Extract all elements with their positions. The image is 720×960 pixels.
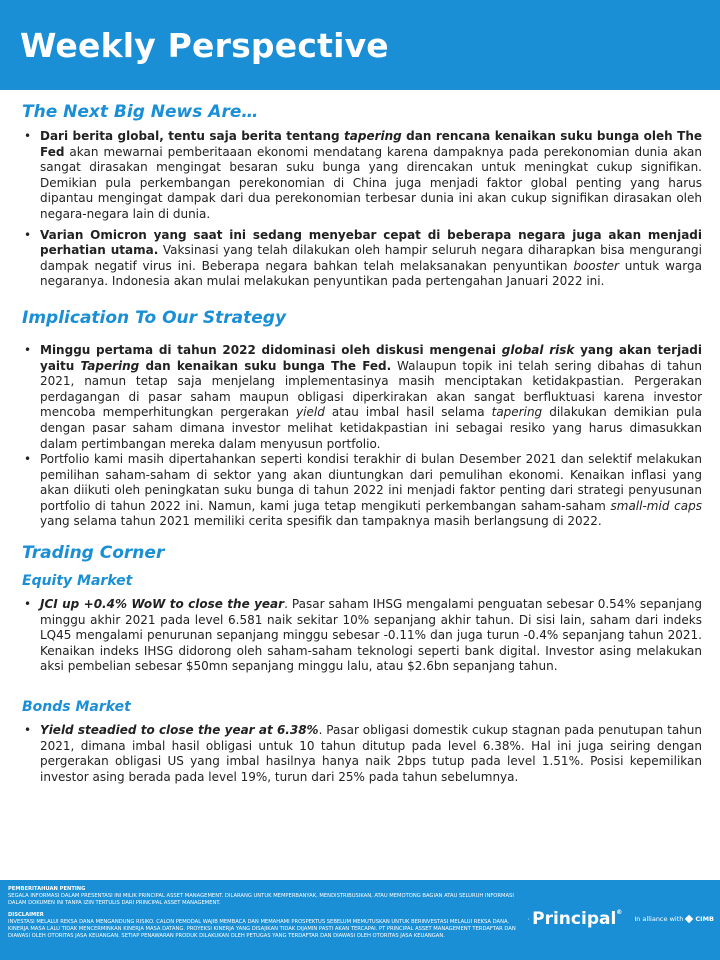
principal-logo bbox=[528, 902, 714, 936]
subheading-bonds: Bonds Market bbox=[22, 699, 131, 716]
section-heading-strategy: Implication To Our Strategy bbox=[22, 307, 287, 328]
list-item: • Portfolio kami masih dipertahankan seperti kondisi terakhir di bulan Desember 2021 dan selektif melakukan pemilihan saham-saham di sektor yang akan diuntungkan dari pemulihan ekonomi. Kenaikan inflasi yang akan diikuti oleh peningkatan suku bunga di tahun 2022 ini menjadi faktor penting dari strategi penyusunan portfolio di tahun 2022 ini. Namun, kami juga tetap mengikuti perkembangan saham-saham small-mid caps yang selama tahun 2021 memiliki cerita spesifik dan tampaknya masih berlangsung di 2022. bbox=[22, 452, 702, 530]
logo-name: Principal® bbox=[532, 909, 623, 929]
header-bar bbox=[0, 0, 720, 90]
strategy-list bbox=[22, 343, 702, 530]
list-item: • Varian Omicron yang saat ini sedang menyebar cepat di beberapa negara juga akan menjadi perhatian utama. Vaksinasi yang telah dilakukan oleh hampir seluruh negara diharapkan bisa mengurangi dampak negatif virus ini. Beberapa negara bahkan telah melaksanakan penyuntikan booster untuk warga negaranya. Indonesia akan mulai melakukan penyuntikan pada pertengahan Januari 2022 ini. bbox=[22, 228, 702, 290]
principal-logo-icon bbox=[528, 904, 529, 934]
cimb-icon bbox=[685, 915, 693, 923]
main-content bbox=[22, 102, 702, 785]
disclaimer-heading: DISCLAIMER bbox=[8, 912, 44, 918]
news-list bbox=[22, 129, 702, 290]
subheading-equity: Equity Market bbox=[22, 573, 133, 590]
list-item: • JCI up +0.4% WoW to close the year. Pasar saham IHSG mengalami penguatan sebesar 0.54% sepanjang minggu akhir 2021 pada level 6.581 naik sekitar 10% sepanjang akhir tahun. Di sisi lain, saham dari indeks LQ45 mengalami penurunan sepanjang minggu sebesar -0.11% dan juga turun -0.4% sepanjang tahun 2021. Kenaikan indeks IHSG didorong oleh saham-saham teknologi seperti bank digital. Investor asing melakukan aksi pembelian sebesar $50mn sepanjang minggu lalu, atau $2.6bn sepanjang tahun. bbox=[22, 597, 702, 675]
list-item: • Yield steadied to close the year at 6.38%. Pasar obligasi domestik cukup stagnan pada penutupan tahun 2021, dimana imbal hasil obligasi untuk 10 tahun ditutup pada level 6.38%. Hal ini juga seiring dengan pergerakan obligasi US yang imbal hasilnya hanya naik 2bps tutup pada level 1.51%. Posisi kepemilikan investor asing berada pada level 19%, turun dari 25% pada tahun sebelumnya. bbox=[22, 723, 702, 785]
section-heading-trading: Trading Corner bbox=[22, 543, 165, 564]
section-heading-news: The Next Big News Are… bbox=[22, 102, 259, 122]
footer-legal-text bbox=[8, 886, 518, 940]
notice-heading: PEMBERITAHUAN PENTING bbox=[8, 886, 86, 892]
bonds-list bbox=[22, 723, 702, 785]
equity-list bbox=[22, 597, 702, 675]
disclaimer-text: INVESTASI MELALUI REKSA DANA MENGANDUNG RISIKO. CALON PEMODAL WAJIB MEMBACA DAN MEMAHAMI PROSPEKTUS SEBELUM MEMUTUSKAN UNTUK BERINVESTASI MELALUI REKSA DANA. KINERJA MASA LALU TIDAK MENCERMINKAN KINERJA MASA DATANG. PROYEKSI KINERJA YANG DISAJIKAN TIDAK DIJAMIN PASTI AKAN TERCAPAI. PT PRINCIPAL ASSET MANAGEMENT TERDAFTAR DAN DIAWASI OLEH OTORITAS JASA KEUANGAN. SETIAP PENAWARAN PRODUK DILAKUKAN OLEH PETUGAS YANG TERDAFTAR DAN DIAWASI OLEH OTORITAS JASA KEUANGAN. bbox=[8, 919, 516, 939]
list-item: • Minggu pertama di tahun 2022 didominasi oleh diskusi mengenai global risk yang akan terjadi yaitu Tapering dan kenaikan suku bunga The Fed. Walaupun topik ini telah sering dibahas di tahun 2021, namun tetap saja menjelang implementasinya masih menciptakan ketidakpastian. Pergerakan perdagangan di pasar saham maupun obligasi diperkirakan akan sangat berfluktuasi karena investor mencoba memperhitungkan pergerakan yield atau imbal hasil selama tapering dilakukan demikian pula dengan pasar saham dimana investor melihat ketidakpastian ini sebagai resiko yang harus dimasukkan dalam pertimbangan mereka dalam menyusun portfolio. bbox=[22, 343, 702, 452]
notice-text: SEGALA INFORMASI DALAM PRESENTASI INI MILIK PRINCIPAL ASSET MANAGEMENT. DILARANG UNTUK MEMPERBANYAK, MENDISTRIBUSIKAN, ATAU MEMOTONG BAGIAN ATAU SELURUH INFORMASI DALAM DOKUMEN INI TANPA IZIN TERTULIS DARI PRINCIPAL ASSET MANAGEMENT. bbox=[8, 893, 514, 906]
page-title: Weekly Perspective bbox=[20, 26, 389, 65]
footer-bar bbox=[0, 880, 720, 960]
list-item: • Dari berita global, tentu saja berita tentang tapering dan rencana kenaikan suku bunga oleh The Fed akan mewarnai pemberitaaan ekonomi mendatang karena dampaknya pada perekonomian dunia akan sangat dirasakan mengingat besaran suku bunga yang direncakan untuk meningkat cukup signifikan. Demikian pula perkembangan perekonomian di China juga menjadi faktor global penting yang harus dipantau mengingat dampak dari dua perekonomian terbesar dunia ini akan cukup signifikan dirasakan oleh negara-negara lain di dunia. bbox=[22, 129, 702, 223]
alliance-text: In alliance with CIMB bbox=[634, 915, 714, 923]
